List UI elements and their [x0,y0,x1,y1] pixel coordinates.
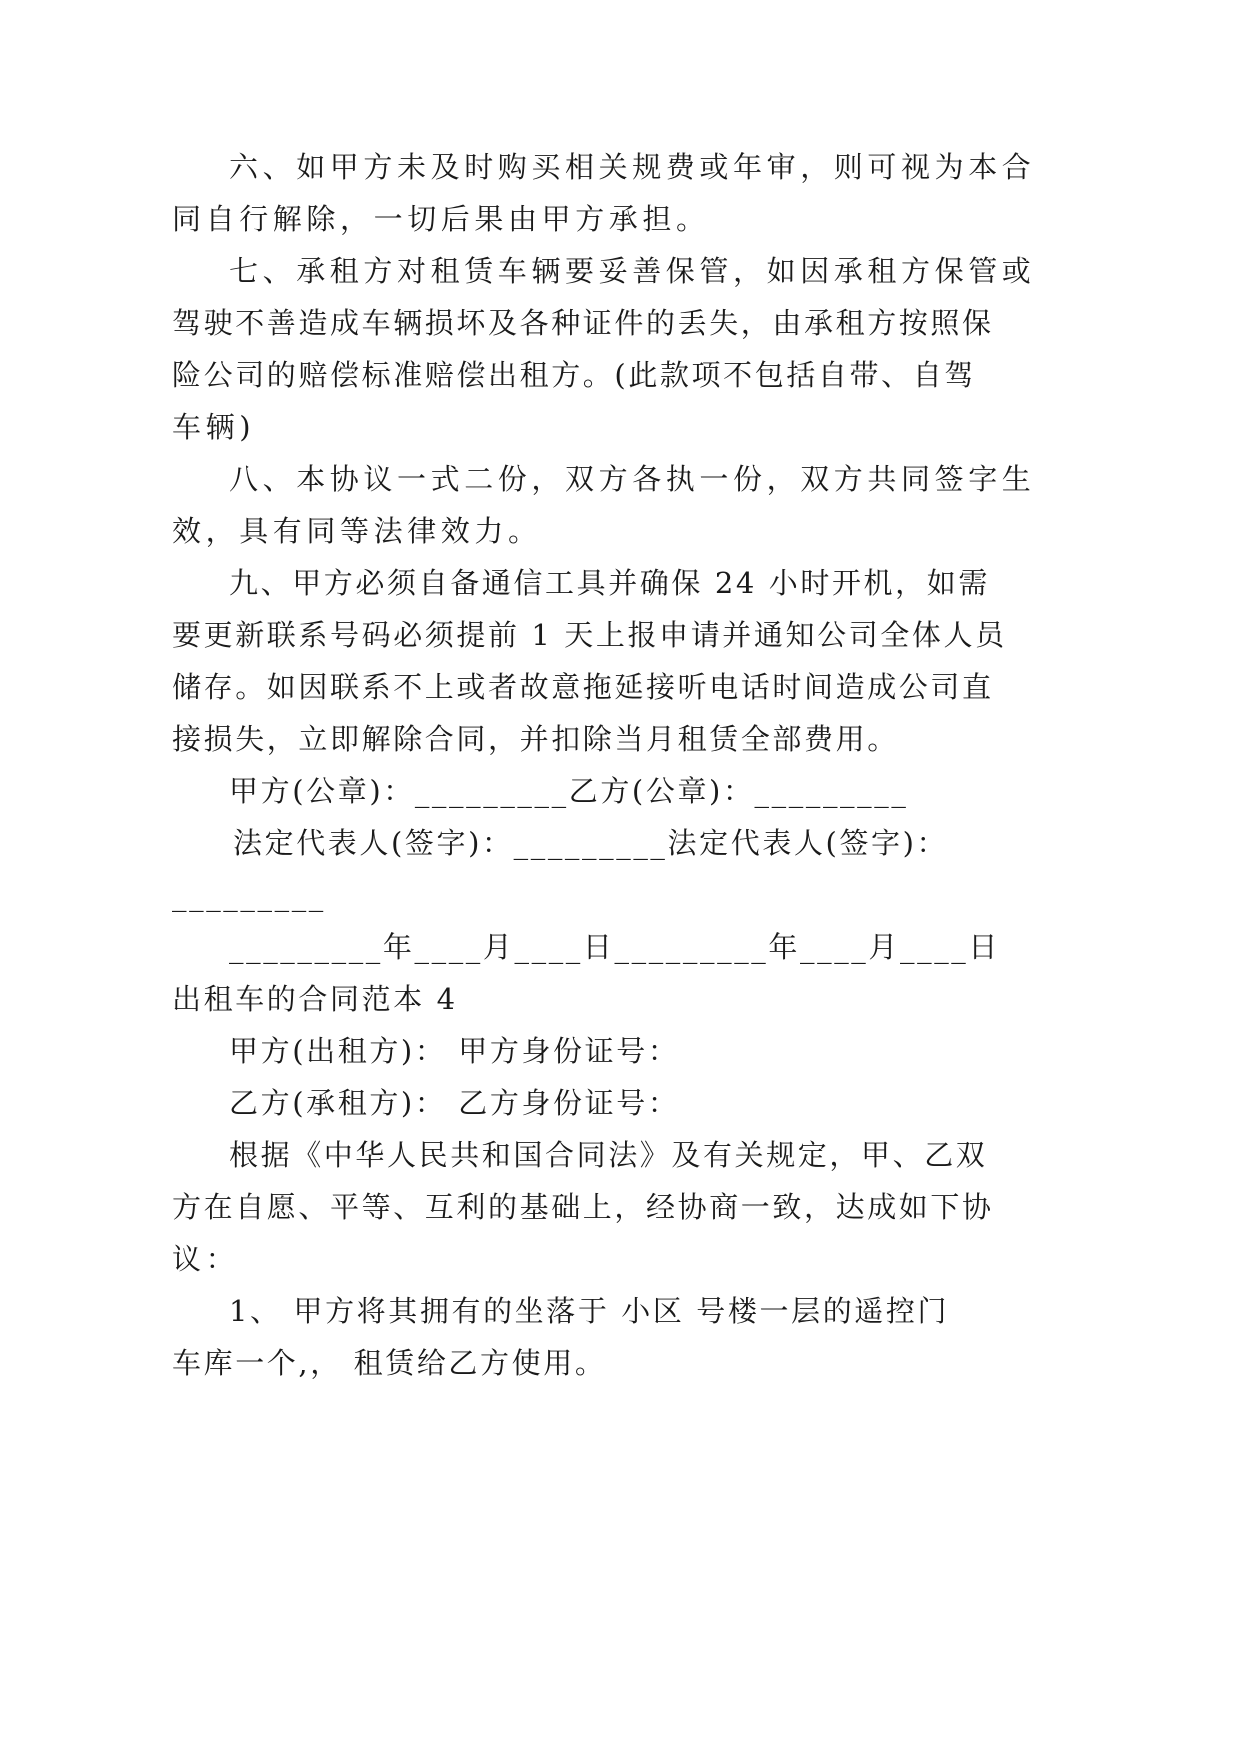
preamble-line-2: 方在自愿、平等、互利的基础上，经协商一致，达成如下协 [172,1190,994,1224]
clause-8-line-2: 效，具有同等法律效力。 [172,514,542,548]
clause-6-line-2: 同自行解除，一切后果由甲方承担。 [172,202,710,236]
item-1-line-2: 车库一个,， 租赁给乙方使用。 [172,1346,607,1380]
party-b-line: 乙方(承租方)： 乙方身份证号： [229,1086,680,1120]
clause-9-line-2: 要更新联系号码必须提前 1 天上报申请并通知公司全体人员 [172,618,1007,652]
clause-8-line-1: 八、本协议一式二份，双方各执一份，双方共同签字生 [229,462,1036,496]
clause-9-line-4: 接损失，立即解除合同，并扣除当月租赁全部费用。 [172,722,899,756]
date-line: _________年____月____日_________年____月____日 [229,930,1000,964]
clause-7-line-1: 七、承租方对租赁车辆要妥善保管，如因承租方保管或 [229,254,1036,288]
clause-9-line-1: 九、甲方必须自备通信工具并确保 24 小时开机，如需 [229,566,990,600]
preamble-line-1: 根据《中华人民共和国合同法》及有关规定，甲、乙双 [229,1138,988,1172]
representative-line: 法定代表人(签字)：_________法定代表人(签字)： [233,826,949,860]
clause-7-line-3: 险公司的赔偿标准赔偿出租方。(此款项不包括自带、自驾 [172,358,976,392]
clause-6-line-1: 六、如甲方未及时购买相关规费或年审，则可视为本合 [229,150,1036,184]
item-1-line-1: 1、 甲方将其拥有的坐落于 小区 号楼一层的遥控门 [229,1294,950,1328]
clause-7-line-4: 车辆) [172,410,256,444]
section-title: 出租车的合同范本 4 [172,982,458,1016]
preamble-line-3: 议： [172,1242,240,1276]
representative-blank: _________ [172,878,326,912]
clause-7-line-2: 驾驶不善造成车辆损坏及各种证件的丢失，由承租方按照保 [172,306,994,340]
seal-line: 甲方(公章)：_________乙方(公章)：_________ [229,774,909,808]
party-a-line: 甲方(出租方)： 甲方身份证号： [229,1034,680,1068]
clause-9-line-3: 储存。如因联系不上或者故意拖延接听电话时间造成公司直 [172,670,994,704]
